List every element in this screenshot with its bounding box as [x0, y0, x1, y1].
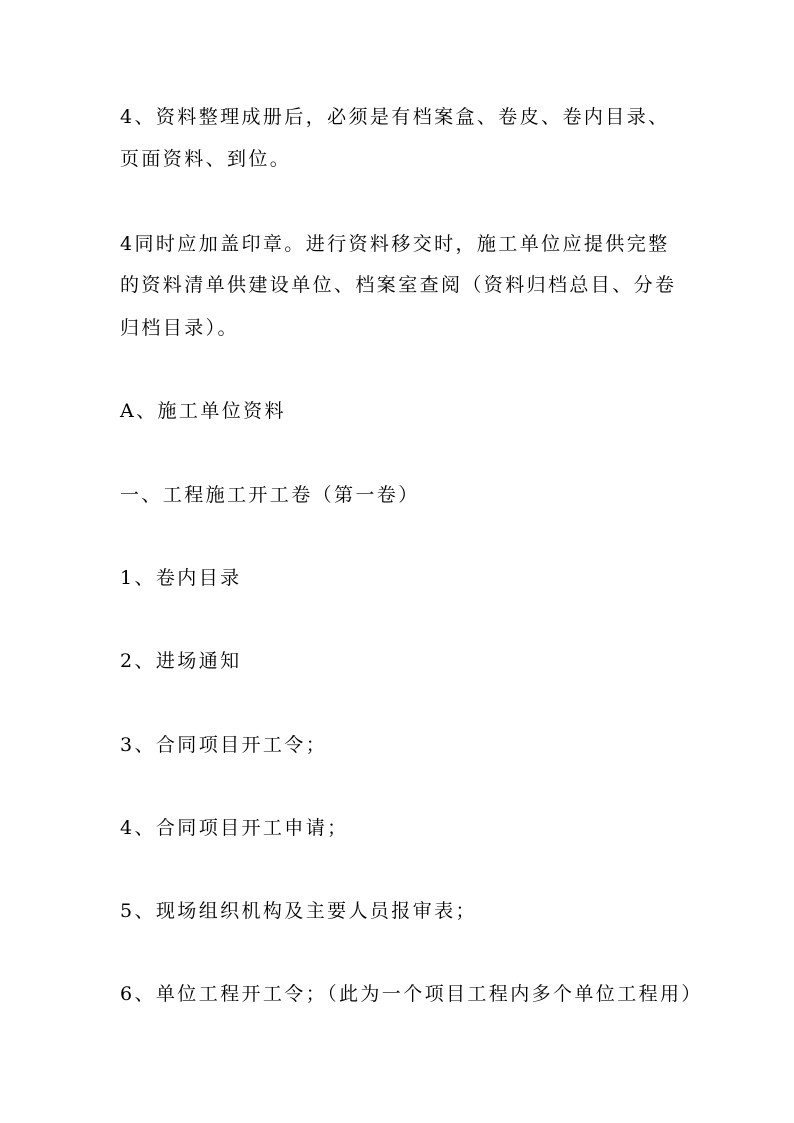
paragraph-1-line-1: 4、资料整理成册后，必须是有档案盒、卷皮、卷内目录、 [120, 106, 670, 128]
list-item-5: 5、现场组织机构及主要人员报审表； [120, 900, 477, 922]
paragraph-2-line-1: 4同时应加盖印章。进行资料移交时，施工单位应提供完整 [120, 233, 670, 255]
list-item-1: 1、卷内目录 [120, 567, 242, 589]
section-heading-a: A、施工单位资料 [120, 400, 286, 422]
list-item-4: 4、合同项目开工申请； [120, 817, 349, 839]
paragraph-2-line-2: 的资料清单供建设单位、档案室查阅（资料归档总目、分卷 [120, 274, 677, 296]
list-item-6: 6、单位工程开工令；（此为一个项目工程内多个单位工程用） [120, 983, 703, 1005]
paragraph-2-line-3: 归档目录）。 [120, 317, 239, 339]
paragraph-1-line-2: 页面资料、到位。 [120, 148, 292, 170]
list-item-2: 2、进场通知 [120, 650, 242, 672]
volume-heading-1: 一、工程施工开工卷（第一卷） [120, 484, 420, 506]
list-item-3: 3、合同项目开工令； [120, 734, 328, 756]
